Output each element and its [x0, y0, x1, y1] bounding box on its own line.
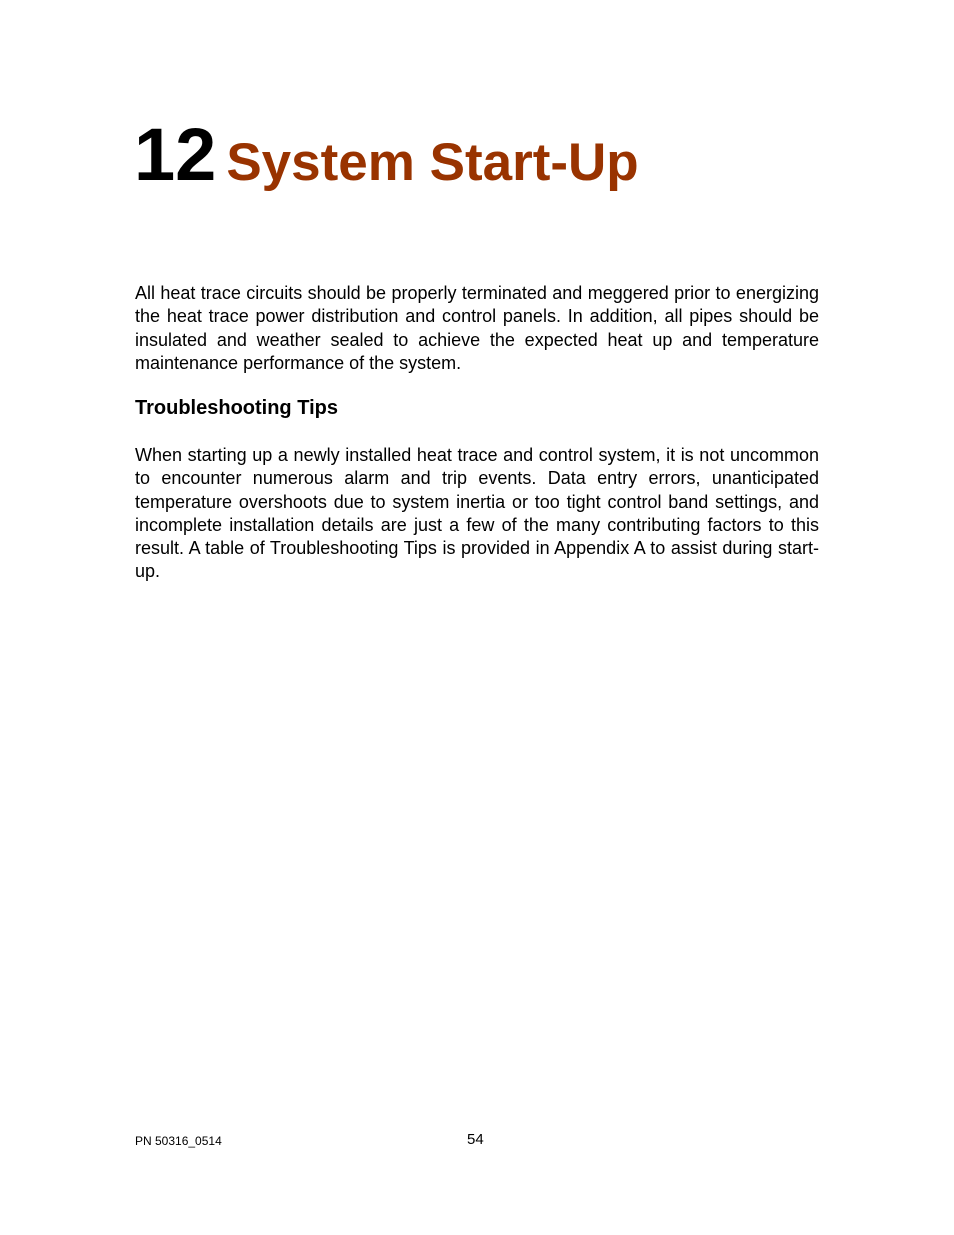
intro-paragraph: All heat trace circuits should be properly terminated and meggered prior to energizing the heat trace power distribution and control panels. In addition, all pipes should be insulated and weather sealed to achieve the expected heat up and temperature maintenance performance of the system.	[135, 283, 819, 373]
troubleshooting-paragraph: When starting up a newly installed heat trace and control system, it is not uncommon to encounter numerous alarm and trip events. Data entry errors, unanticipated temperature overshoots due to system inertia or too tight control band settings, and incomplete installation details are just a few of the many contributing factors to this result. A table of Troubleshooting Tips is provided in Appendix A to assist during start-up.	[135, 445, 819, 582]
chapter-heading	[134, 113, 639, 196]
chapter-title: System Start-Up	[226, 133, 639, 192]
footer-page-number: 54	[467, 1131, 484, 1148]
chapter-number: 12	[134, 113, 217, 196]
footer-part-number: PN 50316_0514	[135, 1134, 222, 1148]
section-heading-troubleshooting: Troubleshooting Tips	[135, 397, 338, 419]
